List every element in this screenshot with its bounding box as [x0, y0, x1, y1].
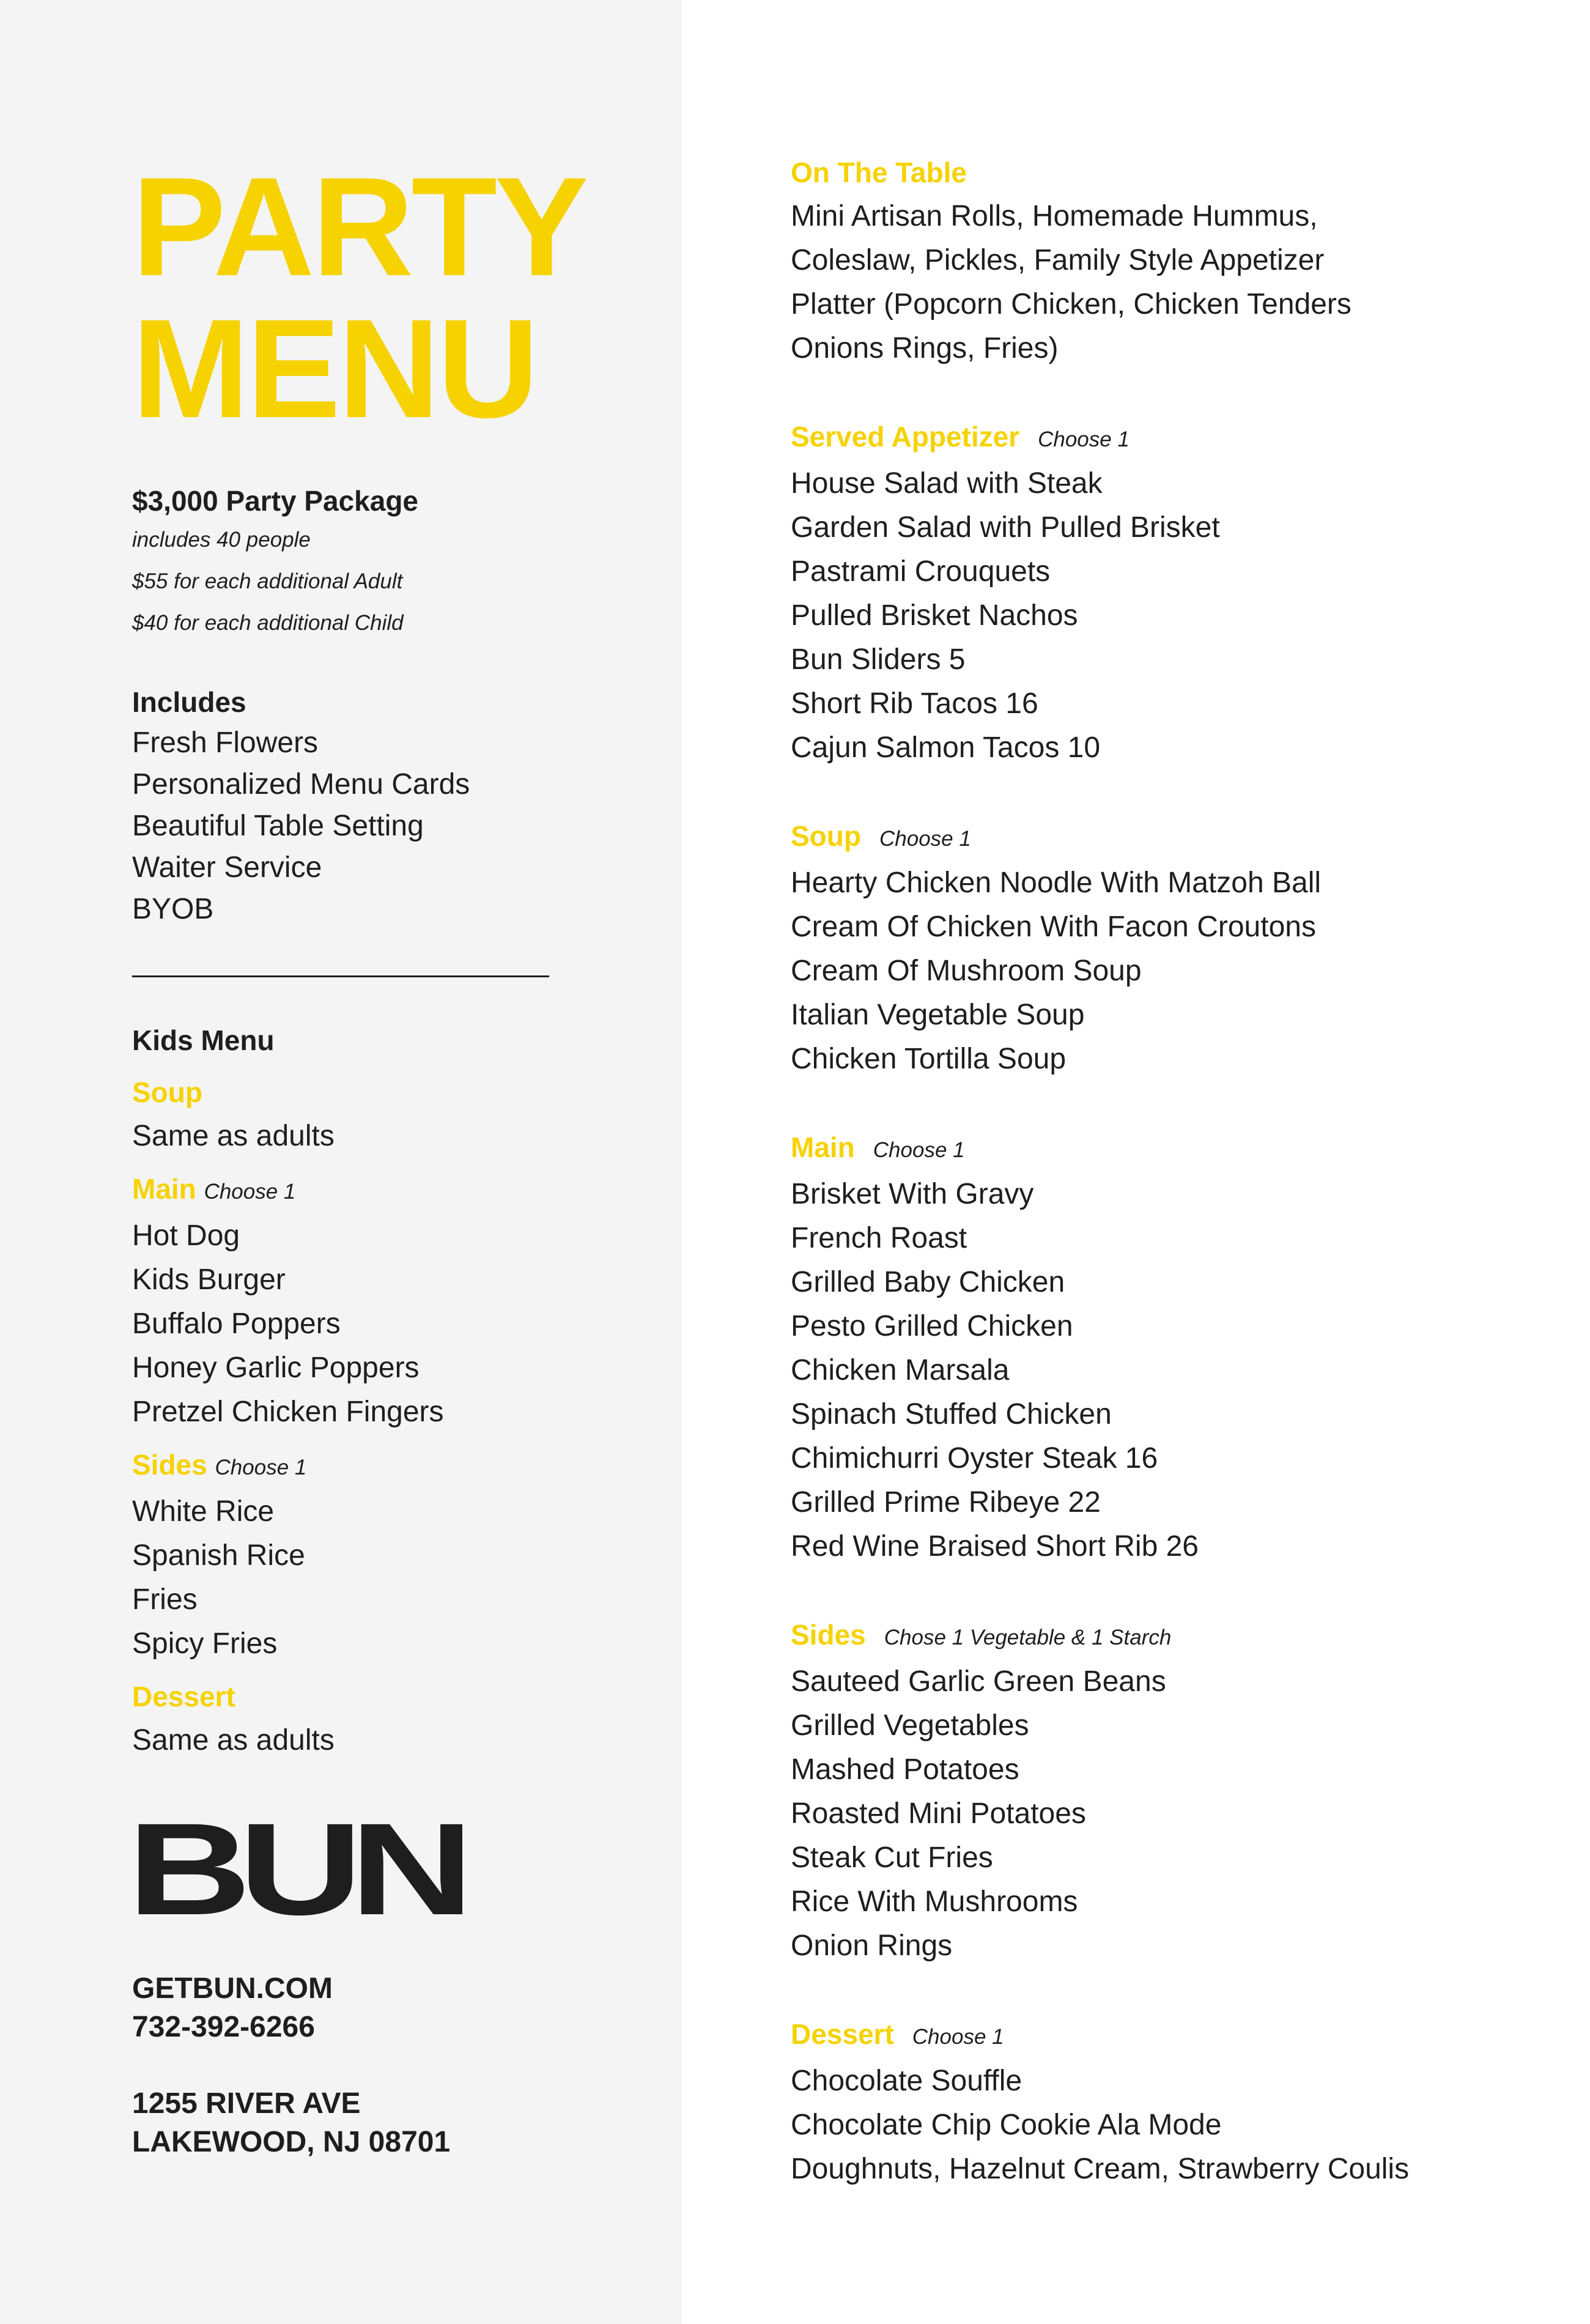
includes-item: BYOB [132, 893, 214, 925]
menu-item: Rice With Mushrooms [791, 1885, 1078, 1918]
menu-item: Sauteed Garlic Green Beans [791, 1665, 1166, 1698]
menu-item: Grilled Prime Ribeye 22 [791, 1486, 1101, 1519]
section-title: Dessert [132, 1681, 235, 1712]
kids-menu-sections [132, 1070, 621, 1763]
package-note: $40 for each additional Child [132, 611, 404, 635]
section-title: Main [791, 1131, 855, 1163]
menu-item: Onion Rings [791, 1930, 953, 1962]
menu-item: Chimichurri Oyster Steak 16 [791, 1442, 1158, 1475]
menu-item: Grilled Baby Chicken [791, 1266, 1065, 1298]
menu-item: Pretzel Chicken Fingers [132, 1396, 444, 1428]
menu-item: Platter (Popcorn Chicken, Chicken Tenders [791, 288, 1352, 320]
section-title: Sides [791, 1619, 866, 1651]
address-block [132, 2084, 621, 2161]
kids-section-soup [132, 1070, 621, 1158]
menu-item: Cajun Salmon Tacos 10 [791, 731, 1101, 764]
menu-item: Spicy Fries [132, 1627, 278, 1660]
menu-item: Brisket With Gravy [791, 1178, 1034, 1210]
menu-section-main [791, 1125, 1561, 1569]
menu-item: Pastrami Crouquets [791, 555, 1051, 588]
includes-list [132, 722, 621, 930]
party-package [132, 483, 621, 644]
menu-item: Cream Of Mushroom Soup [791, 955, 1142, 987]
menu-item: Kids Burger [132, 1264, 286, 1296]
menu-section-sides [791, 1613, 1561, 1968]
menu-item: Short Rib Tacos 16 [791, 687, 1038, 720]
section-heading [132, 1070, 621, 1114]
title-line-2: MENU [132, 290, 537, 447]
package-note: includes 40 people [132, 528, 311, 552]
contact-block [132, 1969, 621, 2046]
menu-item: Doughnuts, Hazelnut Cream, Strawberry Coulis [791, 2153, 1410, 2185]
menu-item: Cream Of Chicken With Facon Croutons [791, 911, 1316, 943]
menu-section-on-the-table [791, 150, 1561, 371]
address-line-2: LAKEWOOD, NJ 08701 [132, 2126, 451, 2158]
section-title: Soup [132, 1076, 202, 1108]
package-note: $55 for each additional Adult [132, 569, 403, 593]
phone-number[interactable]: 732-392-6266 [132, 2011, 315, 2043]
choose-note: Choose 1 [204, 1180, 296, 1204]
page-title [132, 148, 621, 447]
choose-note: Chose 1 Vegetable & 1 Starch [884, 1626, 1172, 1649]
section-title: Soup [791, 820, 861, 852]
menu-section-served-appetizer [791, 415, 1561, 770]
menu-item: Spanish Rice [132, 1539, 305, 1572]
address-line-1: 1255 RIVER AVE [132, 2087, 361, 2120]
left-panel [0, 0, 682, 2324]
section-title: Served Appetizer [791, 421, 1020, 453]
menu-section-dessert [791, 2012, 1561, 2191]
menu-item: Steak Cut Fries [791, 1841, 993, 1874]
menu-item: Same as adults [132, 1724, 335, 1756]
section-title: On The Table [791, 157, 967, 188]
choose-note: Choose 1 [912, 2025, 1004, 2049]
menu-item: Pulled Brisket Nachos [791, 599, 1078, 632]
divider [132, 975, 549, 977]
left-content [132, 148, 621, 2161]
package-heading: $3,000 Party Package [132, 485, 419, 517]
includes-block [132, 682, 621, 930]
includes-item: Beautiful Table Setting [132, 810, 424, 842]
menu-item: House Salad with Steak [791, 467, 1103, 500]
menu-item: Red Wine Braised Short Rib 26 [791, 1530, 1199, 1563]
website-link[interactable]: GETBUN.COM [132, 1972, 333, 2005]
includes-item: Waiter Service [132, 851, 322, 884]
menu-item: Grilled Vegetables [791, 1709, 1029, 1742]
section-heading [791, 2012, 1561, 2059]
menu-item: Roasted Mini Potatoes [791, 1797, 1086, 1830]
kids-section-main [132, 1167, 621, 1434]
kids-section-dessert [132, 1675, 621, 1763]
menu-item: Same as adults [132, 1120, 335, 1152]
section-heading [791, 1613, 1561, 1660]
section-heading [132, 1167, 621, 1214]
menu-item: Spinach Stuffed Chicken [791, 1398, 1112, 1430]
menu-item: Honey Garlic Poppers [132, 1352, 420, 1384]
menu-section-soup [791, 814, 1561, 1081]
section-heading [132, 1443, 621, 1490]
menu-item: Chicken Tortilla Soup [791, 1043, 1067, 1075]
menu-item: Chocolate Chip Cookie Ala Mode [791, 2109, 1222, 2141]
menu-item: Onions Rings, Fries) [791, 332, 1059, 365]
choose-note: Choose 1 [873, 1138, 965, 1162]
choose-note: Choose 1 [879, 827, 971, 851]
menu-item: Chocolate Souffle [791, 2065, 1022, 2097]
section-heading [791, 150, 1561, 194]
section-title: Sides [132, 1449, 207, 1481]
title-line-1: PARTY [132, 148, 586, 305]
section-heading [791, 415, 1561, 462]
menu-item: French Roast [791, 1222, 967, 1254]
kids-section-sides [132, 1443, 621, 1666]
section-heading [791, 814, 1561, 861]
includes-heading: Includes [132, 686, 246, 718]
menu-item: Chicken Marsala [791, 1354, 1010, 1386]
includes-item: Fresh Flowers [132, 727, 319, 759]
menu-item: Hearty Chicken Noodle With Matzoh Ball [791, 867, 1322, 899]
menu-item: Pesto Grilled Chicken [791, 1310, 1073, 1342]
logo-svg [132, 1818, 462, 1922]
kids-menu-heading: Kids Menu [132, 1024, 275, 1056]
includes-item: Personalized Menu Cards [132, 768, 470, 801]
menu-item: Garden Salad with Pulled Brisket [791, 511, 1220, 544]
menu-item: Coleslaw, Pickles, Family Style Appetizer [791, 244, 1325, 276]
menu-item: Hot Dog [132, 1219, 240, 1252]
choose-note: Choose 1 [1038, 427, 1130, 451]
menu-item: Buffalo Poppers [132, 1308, 341, 1340]
bun-logo [132, 1818, 462, 1922]
adult-menu [791, 150, 1561, 2235]
section-heading [791, 1125, 1561, 1172]
section-title: Dessert [791, 2018, 894, 2050]
section-heading [132, 1675, 621, 1719]
logo-wordmark: BUN [132, 1818, 462, 1922]
menu-item: Mini Artisan Rolls, Homemade Hummus, [791, 200, 1318, 232]
menu-item: Fries [132, 1583, 198, 1616]
menu-item: White Rice [132, 1495, 275, 1528]
section-title: Main [132, 1173, 196, 1205]
menu-item: Italian Vegetable Soup [791, 999, 1085, 1031]
menu-item: Bun Sliders 5 [791, 643, 966, 676]
menu-item: Mashed Potatoes [791, 1753, 1019, 1786]
choose-note: Choose 1 [215, 1456, 307, 1479]
